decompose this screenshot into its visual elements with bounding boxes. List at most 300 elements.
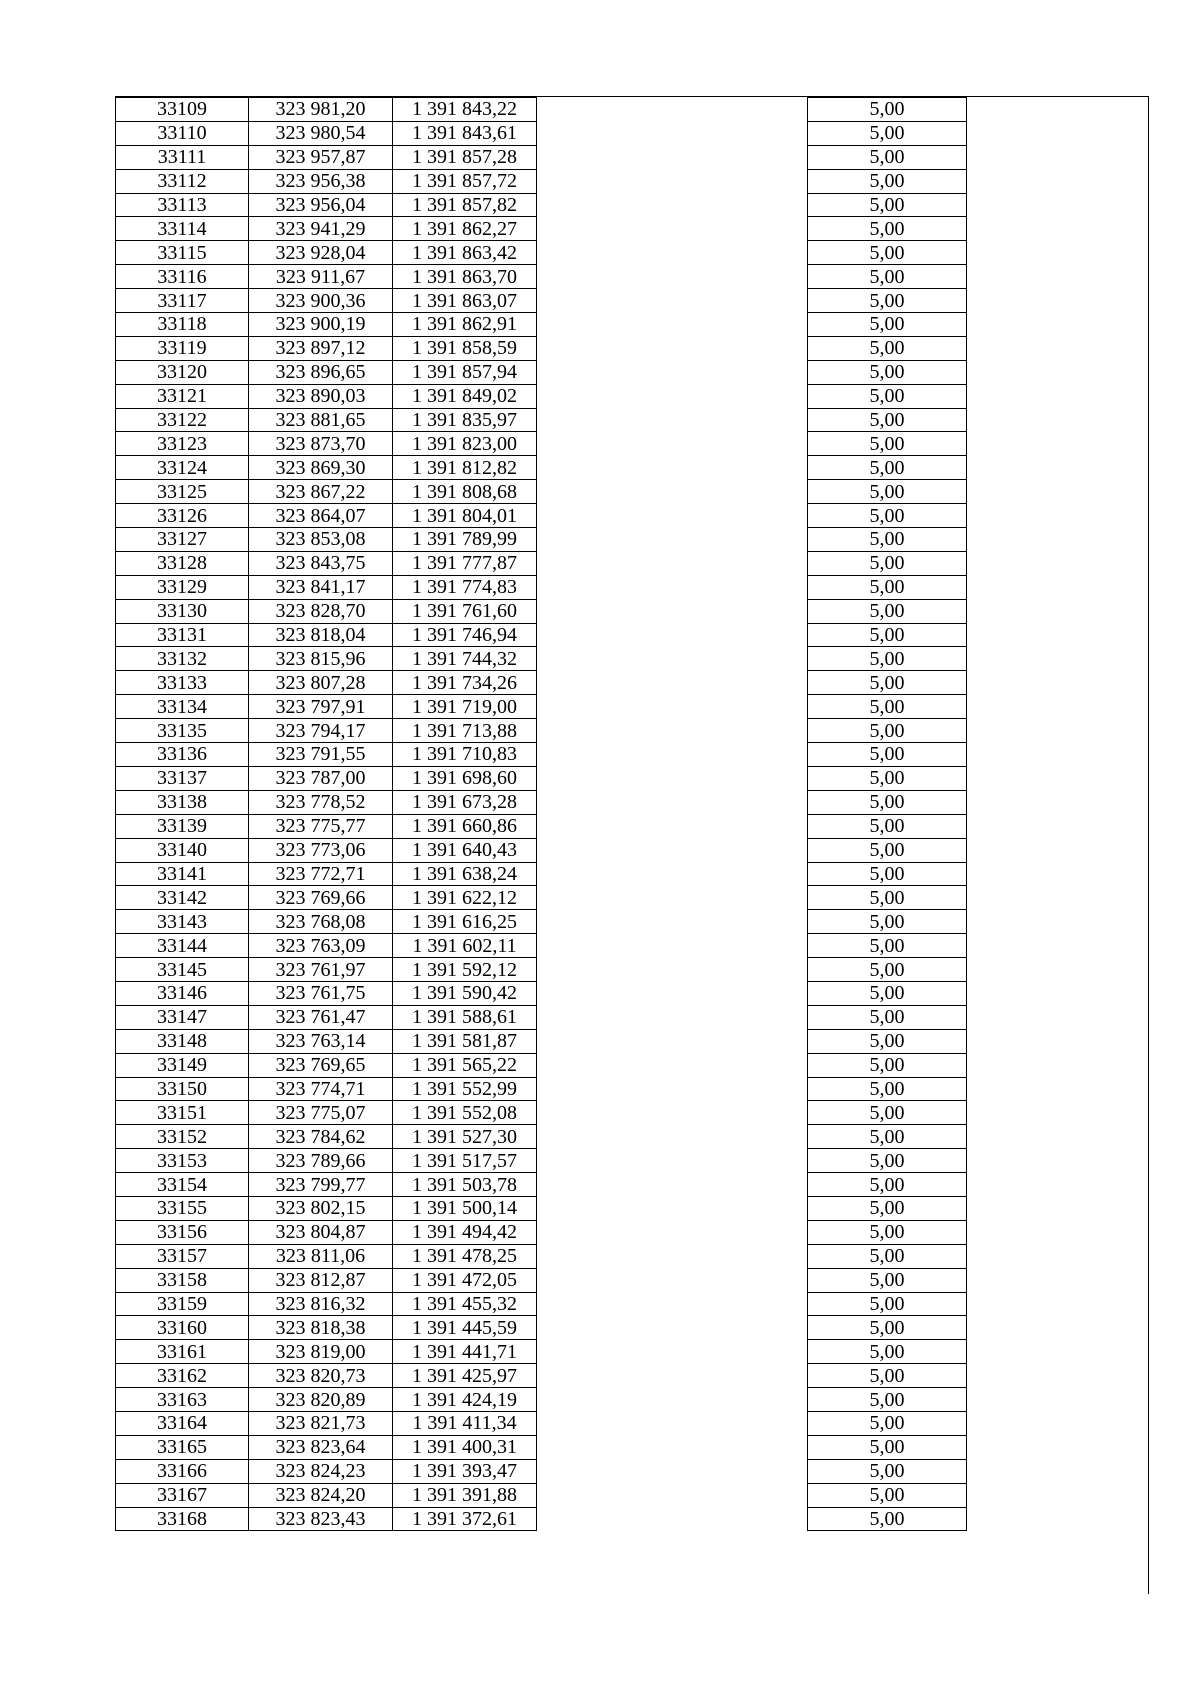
table-row: [116, 528, 967, 552]
tolerance-cell: 5,00: [808, 1459, 967, 1483]
table-row: [116, 384, 967, 408]
x-coordinate-cell: 323 789,66: [249, 1149, 393, 1173]
point-number-cell: 33145: [116, 958, 249, 982]
tolerance-cell: 5,00: [808, 432, 967, 456]
tolerance-cell: 5,00: [808, 504, 967, 528]
tolerance-cell: 5,00: [808, 384, 967, 408]
point-number-cell: 33155: [116, 1196, 249, 1220]
empty-cell: [537, 1196, 808, 1220]
empty-cell: [537, 528, 808, 552]
table-row: [116, 1268, 967, 1292]
empty-cell: [537, 1173, 808, 1197]
x-coordinate-cell: 323 769,65: [249, 1053, 393, 1077]
tolerance-cell: 5,00: [808, 193, 967, 217]
point-number-cell: 33160: [116, 1316, 249, 1340]
y-coordinate-cell: 1 391 734,26: [393, 671, 537, 695]
tolerance-cell: 5,00: [808, 981, 967, 1005]
tolerance-cell: 5,00: [808, 671, 967, 695]
y-coordinate-cell: 1 391 494,42: [393, 1220, 537, 1244]
tolerance-cell: 5,00: [808, 647, 967, 671]
x-coordinate-cell: 323 772,71: [249, 862, 393, 886]
empty-cell: [537, 766, 808, 790]
table-row: [116, 1316, 967, 1340]
point-number-cell: 33150: [116, 1077, 249, 1101]
table-row: [116, 1029, 967, 1053]
tolerance-cell: 5,00: [808, 528, 967, 552]
point-number-cell: 33140: [116, 838, 249, 862]
table-row: [116, 1173, 967, 1197]
table-row: [116, 265, 967, 289]
table-row: [116, 623, 967, 647]
table-row: [116, 1507, 967, 1531]
table-row: [116, 193, 967, 217]
x-coordinate-cell: 323 812,87: [249, 1268, 393, 1292]
empty-cell: [537, 432, 808, 456]
x-coordinate-cell: 323 853,08: [249, 528, 393, 552]
point-number-cell: 33144: [116, 934, 249, 958]
y-coordinate-cell: 1 391 517,57: [393, 1149, 537, 1173]
empty-cell: [537, 886, 808, 910]
table-row: [116, 695, 967, 719]
empty-cell: [537, 504, 808, 528]
empty-cell: [537, 121, 808, 145]
table-row: [116, 814, 967, 838]
point-number-cell: 33114: [116, 217, 249, 241]
x-coordinate-cell: 323 799,77: [249, 1173, 393, 1197]
point-number-cell: 33134: [116, 695, 249, 719]
table-row: [116, 1340, 967, 1364]
table-row: [116, 504, 967, 528]
y-coordinate-cell: 1 391 552,08: [393, 1101, 537, 1125]
x-coordinate-cell: 323 818,38: [249, 1316, 393, 1340]
tolerance-cell: 5,00: [808, 1411, 967, 1435]
point-number-cell: 33137: [116, 766, 249, 790]
y-coordinate-cell: 1 391 862,27: [393, 217, 537, 241]
tolerance-cell: 5,00: [808, 1077, 967, 1101]
y-coordinate-cell: 1 391 503,78: [393, 1173, 537, 1197]
tolerance-cell: 5,00: [808, 1220, 967, 1244]
point-number-cell: 33123: [116, 432, 249, 456]
y-coordinate-cell: 1 391 441,71: [393, 1340, 537, 1364]
point-number-cell: 33109: [116, 98, 249, 122]
table-row: [116, 886, 967, 910]
x-coordinate-cell: 323 819,00: [249, 1340, 393, 1364]
empty-cell: [537, 241, 808, 265]
point-number-cell: 33112: [116, 169, 249, 193]
point-number-cell: 33153: [116, 1149, 249, 1173]
table-row: [116, 98, 967, 122]
y-coordinate-cell: 1 391 673,28: [393, 790, 537, 814]
empty-cell: [537, 1292, 808, 1316]
tolerance-cell: 5,00: [808, 790, 967, 814]
table-row: [116, 1053, 967, 1077]
tolerance-cell: 5,00: [808, 719, 967, 743]
table-row: [116, 1388, 967, 1412]
y-coordinate-cell: 1 391 640,43: [393, 838, 537, 862]
table-row: [116, 217, 967, 241]
point-number-cell: 33141: [116, 862, 249, 886]
x-coordinate-cell: 323 807,28: [249, 671, 393, 695]
x-coordinate-cell: 323 811,06: [249, 1244, 393, 1268]
tolerance-cell: 5,00: [808, 289, 967, 313]
x-coordinate-cell: 323 791,55: [249, 743, 393, 767]
y-coordinate-cell: 1 391 857,72: [393, 169, 537, 193]
table-row: [116, 1459, 967, 1483]
table-row: [116, 1005, 967, 1029]
point-number-cell: 33131: [116, 623, 249, 647]
empty-cell: [537, 1053, 808, 1077]
tolerance-cell: 5,00: [808, 838, 967, 862]
point-number-cell: 33122: [116, 408, 249, 432]
empty-cell: [537, 98, 808, 122]
y-coordinate-cell: 1 391 812,82: [393, 456, 537, 480]
tolerance-cell: 5,00: [808, 623, 967, 647]
x-coordinate-cell: 323 769,66: [249, 886, 393, 910]
empty-cell: [537, 408, 808, 432]
table-row: [116, 360, 967, 384]
y-coordinate-cell: 1 391 863,70: [393, 265, 537, 289]
point-number-cell: 33146: [116, 981, 249, 1005]
tolerance-cell: 5,00: [808, 1053, 967, 1077]
table-row: [116, 1244, 967, 1268]
y-coordinate-cell: 1 391 863,42: [393, 241, 537, 265]
x-coordinate-cell: 323 761,97: [249, 958, 393, 982]
x-coordinate-cell: 323 820,89: [249, 1388, 393, 1412]
table-row: [116, 958, 967, 982]
tolerance-cell: 5,00: [808, 886, 967, 910]
x-coordinate-cell: 323 881,65: [249, 408, 393, 432]
empty-cell: [537, 336, 808, 360]
x-coordinate-cell: 323 981,20: [249, 98, 393, 122]
point-number-cell: 33159: [116, 1292, 249, 1316]
point-number-cell: 33111: [116, 145, 249, 169]
point-number-cell: 33163: [116, 1388, 249, 1412]
y-coordinate-cell: 1 391 823,00: [393, 432, 537, 456]
x-coordinate-cell: 323 818,04: [249, 623, 393, 647]
y-coordinate-cell: 1 391 425,97: [393, 1364, 537, 1388]
y-coordinate-cell: 1 391 455,32: [393, 1292, 537, 1316]
x-coordinate-cell: 323 761,47: [249, 1005, 393, 1029]
table-row: [116, 647, 967, 671]
y-coordinate-cell: 1 391 843,61: [393, 121, 537, 145]
y-coordinate-cell: 1 391 527,30: [393, 1125, 537, 1149]
empty-cell: [537, 981, 808, 1005]
point-number-cell: 33133: [116, 671, 249, 695]
x-coordinate-cell: 323 873,70: [249, 432, 393, 456]
table-row: [116, 1220, 967, 1244]
tolerance-cell: 5,00: [808, 599, 967, 623]
y-coordinate-cell: 1 391 774,83: [393, 575, 537, 599]
tolerance-cell: 5,00: [808, 743, 967, 767]
point-number-cell: 33127: [116, 528, 249, 552]
x-coordinate-cell: 323 763,09: [249, 934, 393, 958]
x-coordinate-cell: 323 900,19: [249, 313, 393, 337]
y-coordinate-cell: 1 391 789,99: [393, 528, 537, 552]
point-number-cell: 33129: [116, 575, 249, 599]
empty-cell: [537, 1101, 808, 1125]
empty-cell: [537, 575, 808, 599]
table-row: [116, 1483, 967, 1507]
tolerance-cell: 5,00: [808, 1340, 967, 1364]
tolerance-cell: 5,00: [808, 121, 967, 145]
empty-cell: [537, 1459, 808, 1483]
x-coordinate-cell: 323 911,67: [249, 265, 393, 289]
table-row: [116, 1435, 967, 1459]
empty-cell: [537, 719, 808, 743]
table-row: [116, 241, 967, 265]
tolerance-cell: 5,00: [808, 360, 967, 384]
point-number-cell: 33135: [116, 719, 249, 743]
tolerance-cell: 5,00: [808, 862, 967, 886]
table-row: [116, 1411, 967, 1435]
x-coordinate-cell: 323 900,36: [249, 289, 393, 313]
empty-cell: [537, 1340, 808, 1364]
x-coordinate-cell: 323 775,07: [249, 1101, 393, 1125]
x-coordinate-cell: 323 778,52: [249, 790, 393, 814]
table-row: [116, 336, 967, 360]
y-coordinate-cell: 1 391 622,12: [393, 886, 537, 910]
x-coordinate-cell: 323 896,65: [249, 360, 393, 384]
empty-cell: [537, 1125, 808, 1149]
x-coordinate-cell: 323 821,73: [249, 1411, 393, 1435]
coordinate-sheet: [115, 96, 1149, 1594]
x-coordinate-cell: 323 956,38: [249, 169, 393, 193]
tolerance-cell: 5,00: [808, 313, 967, 337]
x-coordinate-cell: 323 941,29: [249, 217, 393, 241]
table-row: [116, 169, 967, 193]
table-row: [116, 1149, 967, 1173]
table-row: [116, 313, 967, 337]
empty-cell: [537, 623, 808, 647]
empty-cell: [537, 169, 808, 193]
point-number-cell: 33119: [116, 336, 249, 360]
point-number-cell: 33136: [116, 743, 249, 767]
table-row: [116, 1292, 967, 1316]
point-number-cell: 33156: [116, 1220, 249, 1244]
tolerance-cell: 5,00: [808, 336, 967, 360]
empty-cell: [537, 313, 808, 337]
empty-cell: [537, 1244, 808, 1268]
empty-cell: [537, 360, 808, 384]
x-coordinate-cell: 323 768,08: [249, 910, 393, 934]
empty-cell: [537, 1316, 808, 1340]
point-number-cell: 33118: [116, 313, 249, 337]
point-number-cell: 33168: [116, 1507, 249, 1531]
y-coordinate-cell: 1 391 858,59: [393, 336, 537, 360]
tolerance-cell: 5,00: [808, 958, 967, 982]
tolerance-cell: 5,00: [808, 241, 967, 265]
y-coordinate-cell: 1 391 849,02: [393, 384, 537, 408]
y-coordinate-cell: 1 391 590,42: [393, 981, 537, 1005]
empty-cell: [537, 480, 808, 504]
point-number-cell: 33110: [116, 121, 249, 145]
empty-cell: [537, 1005, 808, 1029]
x-coordinate-cell: 323 823,64: [249, 1435, 393, 1459]
point-number-cell: 33151: [116, 1101, 249, 1125]
empty-cell: [537, 1364, 808, 1388]
empty-cell: [537, 599, 808, 623]
y-coordinate-cell: 1 391 713,88: [393, 719, 537, 743]
y-coordinate-cell: 1 391 372,61: [393, 1507, 537, 1531]
x-coordinate-cell: 323 794,17: [249, 719, 393, 743]
table-row: [116, 790, 967, 814]
y-coordinate-cell: 1 391 602,11: [393, 934, 537, 958]
x-coordinate-cell: 323 775,77: [249, 814, 393, 838]
y-coordinate-cell: 1 391 552,99: [393, 1077, 537, 1101]
y-coordinate-cell: 1 391 804,01: [393, 504, 537, 528]
tolerance-cell: 5,00: [808, 1292, 967, 1316]
x-coordinate-cell: 323 820,73: [249, 1364, 393, 1388]
point-number-cell: 33124: [116, 456, 249, 480]
tolerance-cell: 5,00: [808, 1101, 967, 1125]
point-number-cell: 33143: [116, 910, 249, 934]
table-row: [116, 289, 967, 313]
empty-cell: [537, 862, 808, 886]
point-number-cell: 33128: [116, 551, 249, 575]
point-number-cell: 33139: [116, 814, 249, 838]
y-coordinate-cell: 1 391 863,07: [393, 289, 537, 313]
tolerance-cell: 5,00: [808, 934, 967, 958]
tolerance-cell: 5,00: [808, 1507, 967, 1531]
table-row: [116, 551, 967, 575]
empty-cell: [537, 743, 808, 767]
table-row: [116, 599, 967, 623]
y-coordinate-cell: 1 391 660,86: [393, 814, 537, 838]
empty-cell: [537, 1507, 808, 1531]
empty-cell: [537, 1149, 808, 1173]
tolerance-cell: 5,00: [808, 1268, 967, 1292]
y-coordinate-cell: 1 391 777,87: [393, 551, 537, 575]
point-number-cell: 33158: [116, 1268, 249, 1292]
table-row: [116, 1125, 967, 1149]
tolerance-cell: 5,00: [808, 1388, 967, 1412]
x-coordinate-cell: 323 802,15: [249, 1196, 393, 1220]
empty-cell: [537, 958, 808, 982]
y-coordinate-cell: 1 391 445,59: [393, 1316, 537, 1340]
y-coordinate-cell: 1 391 472,05: [393, 1268, 537, 1292]
table-row: [116, 766, 967, 790]
table-row: [116, 719, 967, 743]
tolerance-cell: 5,00: [808, 1316, 967, 1340]
empty-cell: [537, 671, 808, 695]
point-number-cell: 33132: [116, 647, 249, 671]
empty-cell: [537, 790, 808, 814]
point-number-cell: 33116: [116, 265, 249, 289]
y-coordinate-cell: 1 391 500,14: [393, 1196, 537, 1220]
empty-cell: [537, 456, 808, 480]
tolerance-cell: 5,00: [808, 910, 967, 934]
tolerance-cell: 5,00: [808, 480, 967, 504]
empty-cell: [537, 838, 808, 862]
point-number-cell: 33154: [116, 1173, 249, 1197]
point-number-cell: 33152: [116, 1125, 249, 1149]
point-number-cell: 33115: [116, 241, 249, 265]
y-coordinate-cell: 1 391 710,83: [393, 743, 537, 767]
y-coordinate-cell: 1 391 719,00: [393, 695, 537, 719]
x-coordinate-cell: 323 774,71: [249, 1077, 393, 1101]
point-number-cell: 33157: [116, 1244, 249, 1268]
x-coordinate-cell: 323 804,87: [249, 1220, 393, 1244]
x-coordinate-cell: 323 816,32: [249, 1292, 393, 1316]
tolerance-cell: 5,00: [808, 1005, 967, 1029]
table-row: [116, 408, 967, 432]
empty-cell: [537, 384, 808, 408]
tolerance-cell: 5,00: [808, 265, 967, 289]
x-coordinate-cell: 323 787,00: [249, 766, 393, 790]
coordinate-table-body: [116, 98, 967, 1531]
empty-cell: [537, 289, 808, 313]
tolerance-cell: 5,00: [808, 1483, 967, 1507]
empty-cell: [537, 193, 808, 217]
x-coordinate-cell: 323 841,17: [249, 575, 393, 599]
table-row: [116, 934, 967, 958]
point-number-cell: 33138: [116, 790, 249, 814]
table-row: [116, 981, 967, 1005]
table-row: [116, 743, 967, 767]
tolerance-cell: 5,00: [808, 1125, 967, 1149]
empty-cell: [537, 814, 808, 838]
tolerance-cell: 5,00: [808, 169, 967, 193]
table-row: [116, 1077, 967, 1101]
x-coordinate-cell: 323 957,87: [249, 145, 393, 169]
x-coordinate-cell: 323 773,06: [249, 838, 393, 862]
empty-cell: [537, 1411, 808, 1435]
empty-cell: [537, 1268, 808, 1292]
point-number-cell: 33121: [116, 384, 249, 408]
tolerance-cell: 5,00: [808, 145, 967, 169]
table-row: [116, 862, 967, 886]
table-row: [116, 480, 967, 504]
empty-cell: [537, 145, 808, 169]
point-number-cell: 33130: [116, 599, 249, 623]
x-coordinate-cell: 323 864,07: [249, 504, 393, 528]
table-row: [116, 575, 967, 599]
point-number-cell: 33147: [116, 1005, 249, 1029]
y-coordinate-cell: 1 391 835,97: [393, 408, 537, 432]
x-coordinate-cell: 323 843,75: [249, 551, 393, 575]
y-coordinate-cell: 1 391 638,24: [393, 862, 537, 886]
tolerance-cell: 5,00: [808, 1364, 967, 1388]
point-number-cell: 33126: [116, 504, 249, 528]
empty-cell: [537, 1029, 808, 1053]
tolerance-cell: 5,00: [808, 1149, 967, 1173]
table-row: [116, 456, 967, 480]
point-number-cell: 33120: [116, 360, 249, 384]
x-coordinate-cell: 323 763,14: [249, 1029, 393, 1053]
y-coordinate-cell: 1 391 857,94: [393, 360, 537, 384]
point-number-cell: 33113: [116, 193, 249, 217]
tolerance-cell: 5,00: [808, 695, 967, 719]
tolerance-cell: 5,00: [808, 1196, 967, 1220]
y-coordinate-cell: 1 391 857,82: [393, 193, 537, 217]
table-row: [116, 671, 967, 695]
table-row: [116, 432, 967, 456]
x-coordinate-cell: 323 823,43: [249, 1507, 393, 1531]
y-coordinate-cell: 1 391 843,22: [393, 98, 537, 122]
tolerance-cell: 5,00: [808, 98, 967, 122]
table-row: [116, 910, 967, 934]
x-coordinate-cell: 323 897,12: [249, 336, 393, 360]
x-coordinate-cell: 323 928,04: [249, 241, 393, 265]
empty-cell: [537, 217, 808, 241]
x-coordinate-cell: 323 869,30: [249, 456, 393, 480]
tolerance-cell: 5,00: [808, 551, 967, 575]
tolerance-cell: 5,00: [808, 1029, 967, 1053]
point-number-cell: 33166: [116, 1459, 249, 1483]
y-coordinate-cell: 1 391 592,12: [393, 958, 537, 982]
empty-cell: [537, 1435, 808, 1459]
tolerance-cell: 5,00: [808, 814, 967, 838]
